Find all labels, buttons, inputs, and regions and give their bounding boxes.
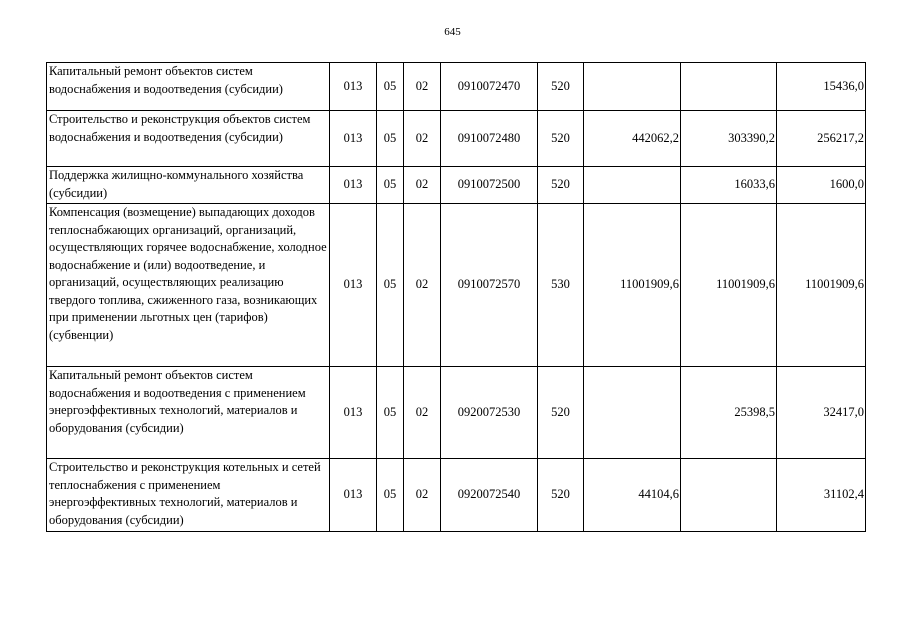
expense-type-cell: 520 — [538, 63, 584, 111]
amount-year1-cell: 11001909,6 — [584, 204, 681, 367]
amount-year2-cell: 303390,2 — [681, 111, 777, 167]
target-article-cell: 0910072500 — [441, 167, 538, 204]
target-article-cell: 0910072470 — [441, 63, 538, 111]
amount-year3-cell: 256217,2 — [777, 111, 866, 167]
table-row — [47, 459, 866, 532]
amount-year3-cell: 32417,0 — [777, 367, 866, 459]
subsection-cell: 02 — [404, 204, 441, 367]
amount-year1-cell — [584, 367, 681, 459]
amount-year2-cell: 25398,5 — [681, 367, 777, 459]
expense-type-cell: 520 — [538, 459, 584, 532]
row-name-cell: Капитальный ремонт объектов систем водоснабжения и водоотведения с применением энергоэффективных технологий, материалов и оборудования (субсидии) — [47, 367, 330, 459]
target-article-cell: 0920072530 — [441, 367, 538, 459]
budget-table — [46, 62, 866, 532]
grbs-cell: 013 — [330, 167, 377, 204]
table-row — [47, 367, 866, 459]
page-number: 645 — [444, 26, 461, 38]
row-name-cell: Строительство и реконструкция объектов систем водоснабжения и водоотведения (субсидии) — [47, 111, 330, 167]
amount-year2-cell — [681, 459, 777, 532]
grbs-cell: 013 — [330, 111, 377, 167]
section-cell: 05 — [377, 111, 404, 167]
target-article-cell: 0920072540 — [441, 459, 538, 532]
grbs-cell: 013 — [330, 459, 377, 532]
expense-type-cell: 530 — [538, 204, 584, 367]
row-name-cell: Строительство и реконструкция котельных и сетей теплоснабжения с применением энергоэффективных технологий, материалов и оборудования (субсидии) — [47, 459, 330, 532]
grbs-cell: 013 — [330, 63, 377, 111]
table-row — [47, 63, 866, 111]
amount-year1-cell: 442062,2 — [584, 111, 681, 167]
table-row — [47, 167, 866, 204]
amount-year1-cell — [584, 167, 681, 204]
section-cell: 05 — [377, 459, 404, 532]
amount-year2-cell — [681, 63, 777, 111]
grbs-cell: 013 — [330, 204, 377, 367]
amount-year1-cell: 44104,6 — [584, 459, 681, 532]
expense-type-cell: 520 — [538, 167, 584, 204]
subsection-cell: 02 — [404, 111, 441, 167]
expense-type-cell: 520 — [538, 367, 584, 459]
amount-year3-cell: 31102,4 — [777, 459, 866, 532]
expense-type-cell: 520 — [538, 111, 584, 167]
row-name-cell: Компенсация (возмещение) выпадающих доходов теплоснабжающих организаций, организаций, осуществляющих горячее водоснабжение, холодное водоснабжение и (или) водоотведение, и организаций, осуществляющих реализацию твердого топлива, сжиженного газа, возникающих при применении льготных цен (тарифов) (субвенции) — [47, 204, 330, 367]
amount-year1-cell — [584, 63, 681, 111]
section-cell: 05 — [377, 204, 404, 367]
grbs-cell: 013 — [330, 367, 377, 459]
section-cell: 05 — [377, 367, 404, 459]
table-row — [47, 204, 866, 367]
amount-year3-cell: 15436,0 — [777, 63, 866, 111]
row-name-cell: Капитальный ремонт объектов систем водоснабжения и водоотведения (субсидии) — [47, 63, 330, 111]
amount-year2-cell: 11001909,6 — [681, 204, 777, 367]
subsection-cell: 02 — [404, 167, 441, 204]
subsection-cell: 02 — [404, 63, 441, 111]
subsection-cell: 02 — [404, 459, 441, 532]
section-cell: 05 — [377, 63, 404, 111]
target-article-cell: 0910072480 — [441, 111, 538, 167]
subsection-cell: 02 — [404, 367, 441, 459]
table-row — [47, 111, 866, 167]
amount-year3-cell: 1600,0 — [777, 167, 866, 204]
amount-year3-cell: 11001909,6 — [777, 204, 866, 367]
amount-year2-cell: 16033,6 — [681, 167, 777, 204]
section-cell: 05 — [377, 167, 404, 204]
target-article-cell: 0910072570 — [441, 204, 538, 367]
row-name-cell: Поддержка жилищно-коммунального хозяйства (субсидии) — [47, 167, 330, 204]
